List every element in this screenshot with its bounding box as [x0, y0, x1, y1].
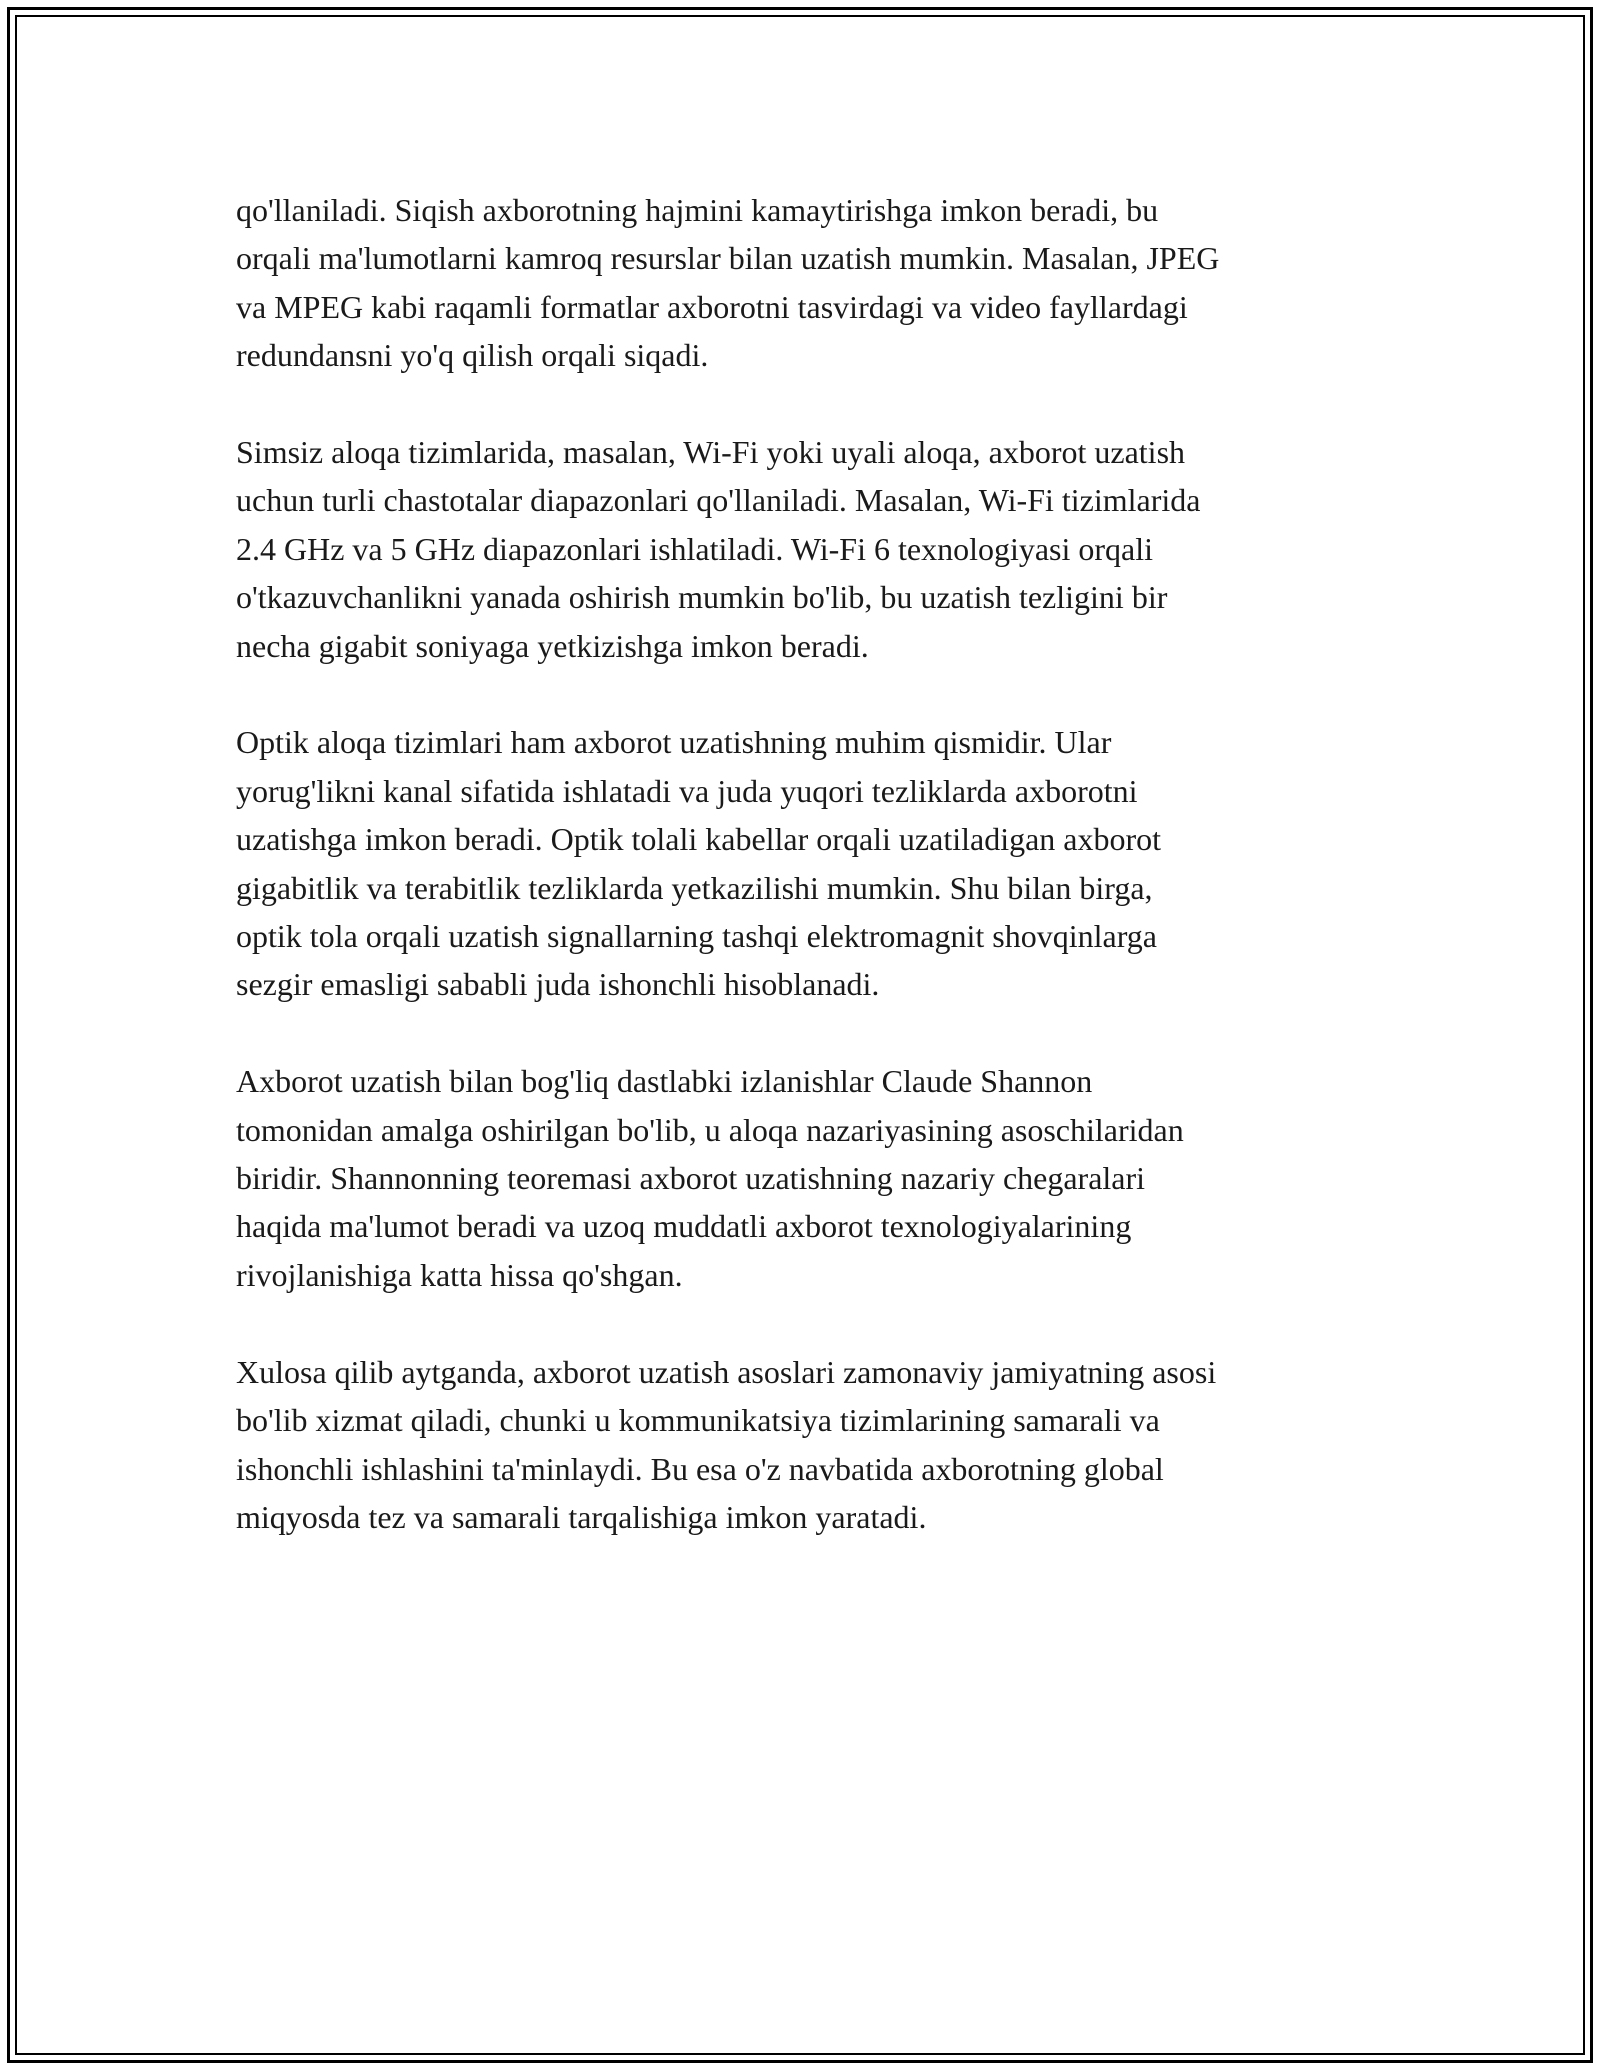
- paragraph-wireless: Simsiz aloqa tizimlarida, masalan, Wi-Fi yoki uyali aloqa, axborot uzatish uchun turli chastotalar diapazonlari qo'llaniladi. Masalan, Wi-Fi tizimlarida 2.4 GHz va 5 GHz diapazonlari ishlatiladi. Wi-Fi 6 texnologiyasi orqali o'tkazuvchanlikni yanada oshirish mumkin bo'lib, bu uzatish tezligini bir necha gigabit soniyaga yetkizishga imkon beradi.: [236, 434, 1201, 664]
- document-body: [236, 186, 1386, 1590]
- paragraph-compression: qo'llaniladi. Siqish axborotning hajmini kamaytirishga imkon beradi, bu orqali ma'lumotlarni kamroq resurslar bilan uzatish mumkin. Masalan, JPEG va MPEG kabi raqamli formatlar axborotni tasvirdagi va video fayllardagi redundansni yo'q qilish orqali siqadi.: [236, 192, 1220, 374]
- paragraph-conclusion: Xulosa qilib aytganda, axborot uzatish asoslari zamonaviy jamiyatning asosi bo'lib xizmat qiladi, chunki u kommunikatsiya tizimlarining samarali va ishonchli ishlashini ta'minlaydi. Bu esa o'z navbatida axborotning global miqyosda tez va samarali tarqalishiga imkon yaratadi.: [236, 1353, 1217, 1535]
- paragraph-optical: Optik aloqa tizimlari ham axborot uzatishning muhim qismidir. Ular yorug'likni kanal sifatida ishlatadi va juda yuqori tezliklarda axborotni uzatishga imkon beradi. Optik tolali kabellar orqali uzatiladigan axborot gigabitlik va terabitlik tezliklarda yetkazilishi mumkin. Shu bilan birga, optik tola orqali uzatish signallarning tashqi elektromagnit shovqinlarga sezgir emasligi sababli juda ishonchli hisoblanadi.: [236, 724, 1162, 1003]
- paragraph-shannon: Axborot uzatish bilan bog'liq dastlabki izlanishlar Claude Shannon tomonidan amalga oshirilgan bo'lib, u aloqa nazariyasining asoschilaridan biridir. Shannonning teoremasi axborot uzatishning nazariy chegaralari haqida ma'lumot beradi va uzoq muddatli axborot texnologiyalarining rivojlanishiga katta hissa qo'shgan.: [236, 1063, 1184, 1293]
